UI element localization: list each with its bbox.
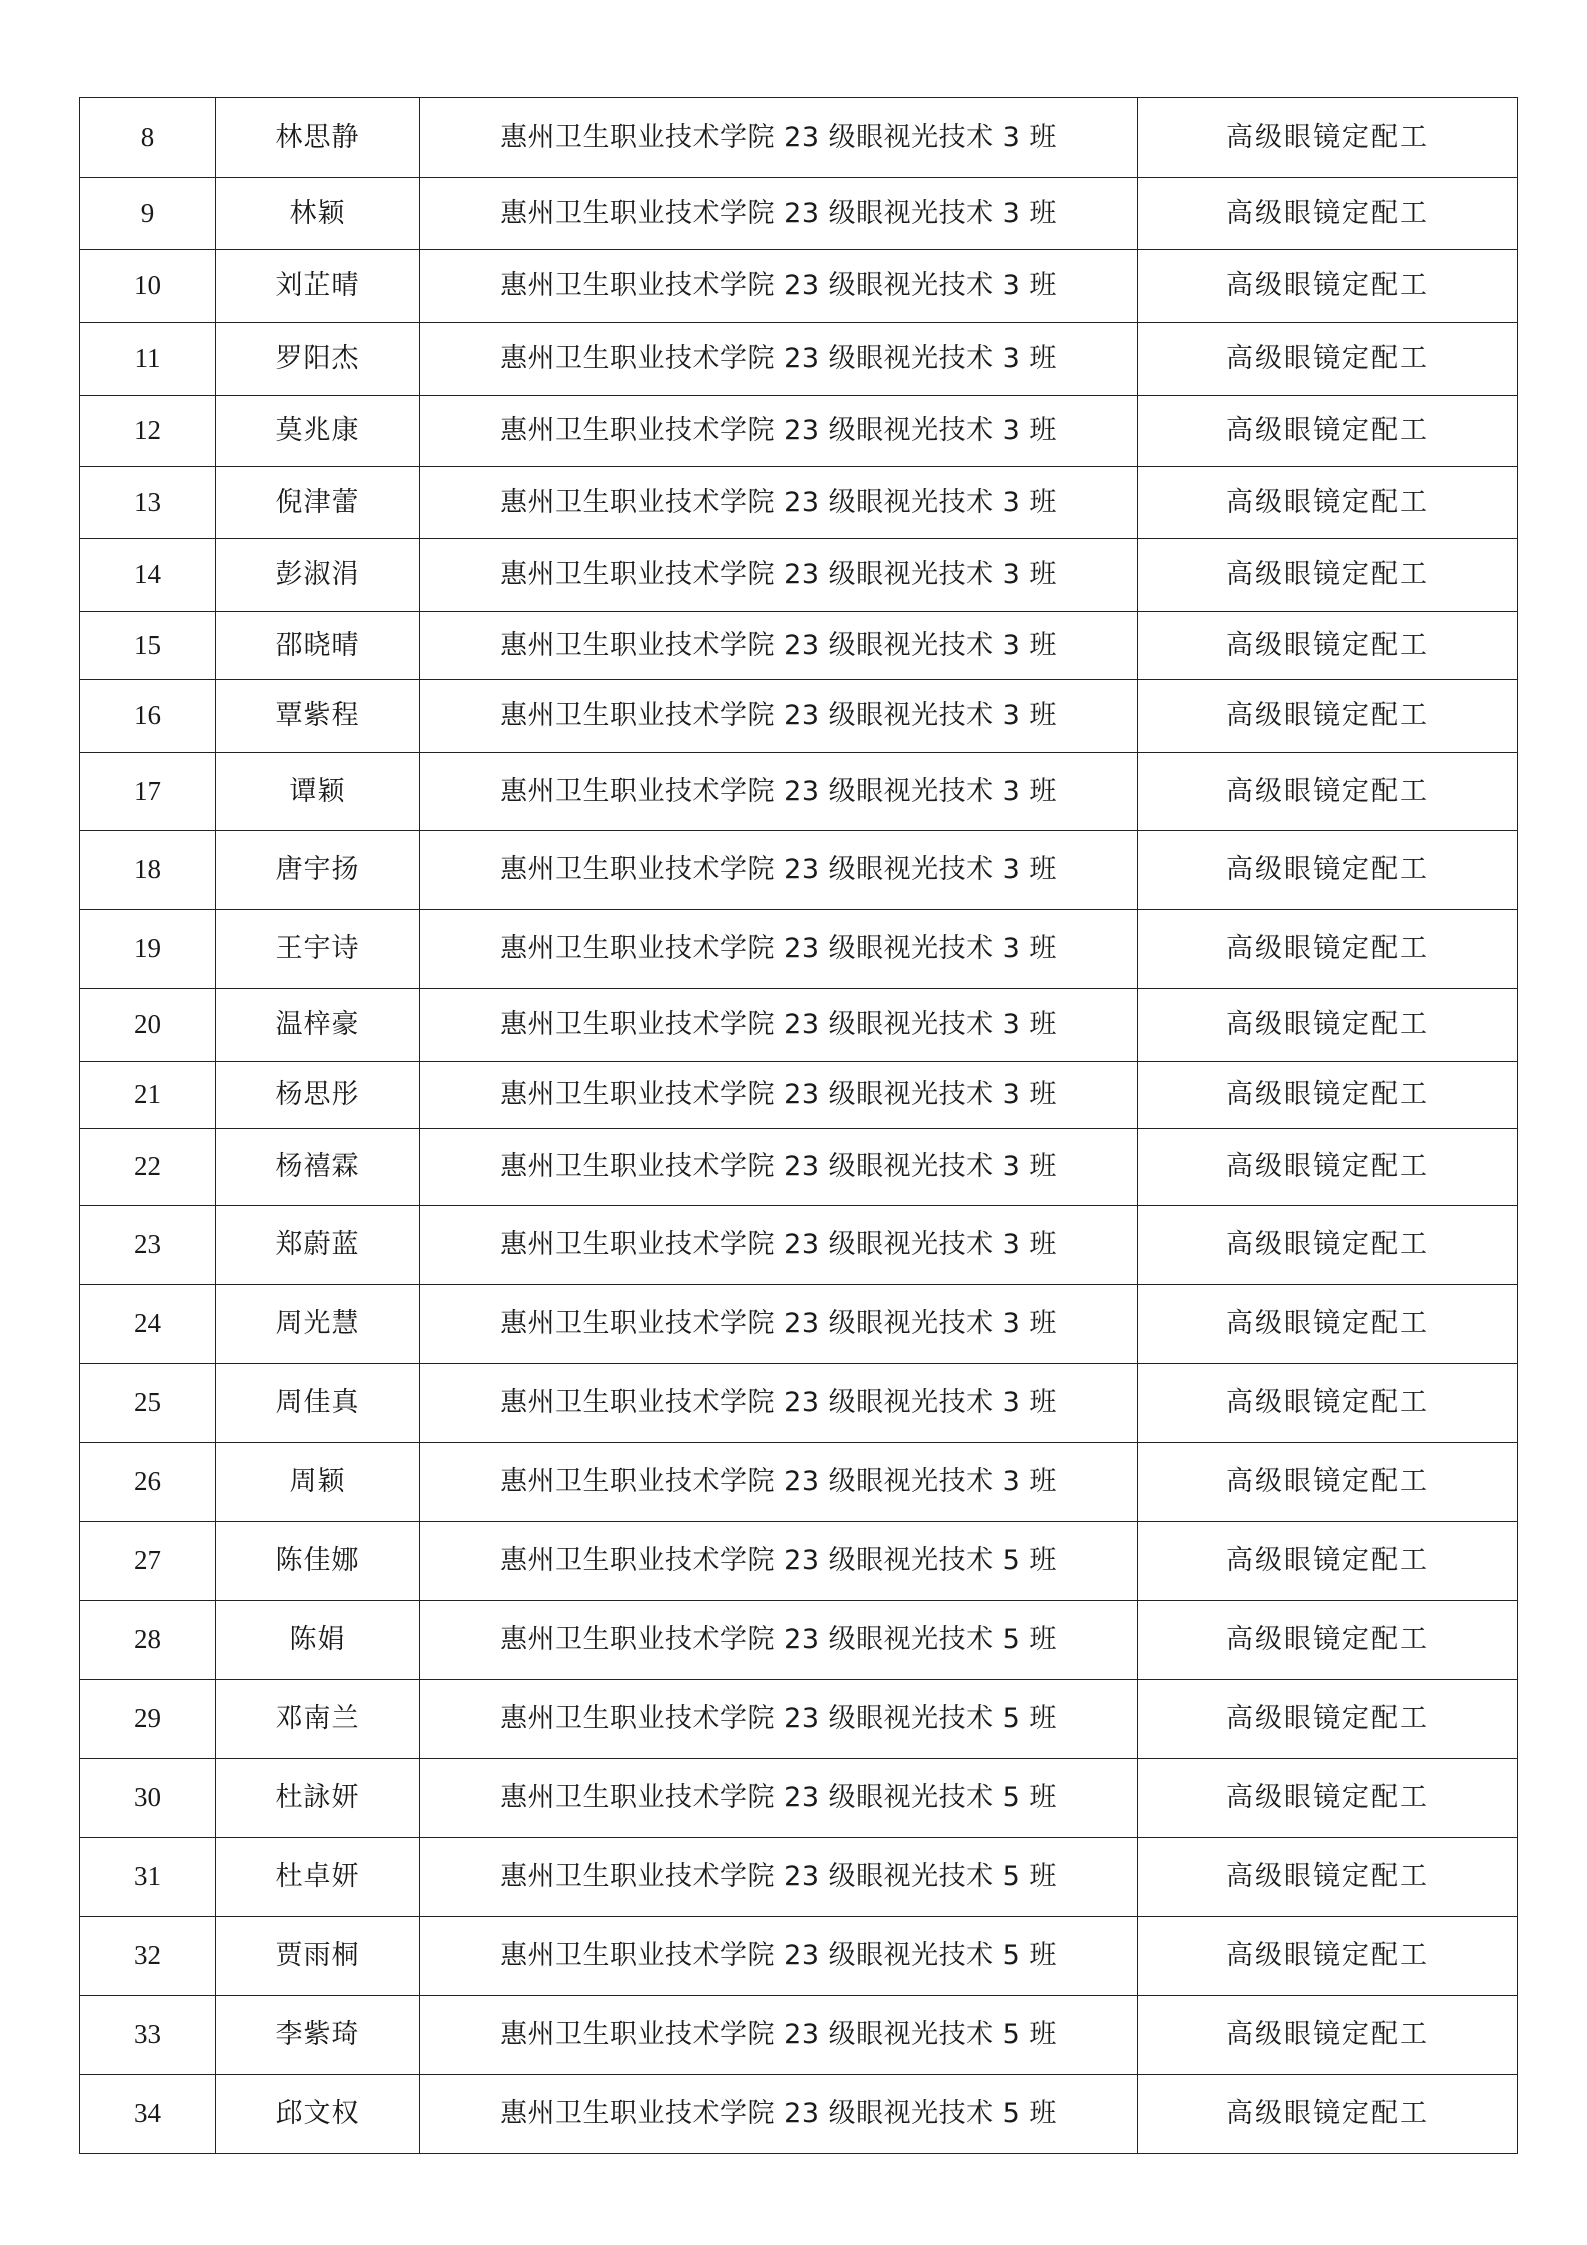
cell-school: 惠州卫生职业技术学院 23 级眼视光技术 3 班	[420, 680, 1138, 753]
cell-school: 惠州卫生职业技术学院 23 级眼视光技术 3 班	[420, 753, 1138, 831]
cell-level: 高级眼镜定配工	[1138, 1206, 1518, 1285]
cell-name: 杨思彤	[216, 1062, 420, 1129]
cell-name: 温梓豪	[216, 989, 420, 1062]
cell-level: 高级眼镜定配工	[1138, 1601, 1518, 1680]
cell-no: 27	[80, 1522, 216, 1601]
cell-name: 贾雨桐	[216, 1917, 420, 1996]
table-row	[80, 539, 1518, 612]
table-row	[80, 1838, 1518, 1917]
cell-name: 郑蔚蓝	[216, 1206, 420, 1285]
table-row	[80, 753, 1518, 831]
table-row	[80, 1759, 1518, 1838]
cell-name: 杜詠妍	[216, 1759, 420, 1838]
cell-school: 惠州卫生职业技术学院 23 级眼视光技术 3 班	[420, 1443, 1138, 1522]
cell-school: 惠州卫生职业技术学院 23 级眼视光技术 5 班	[420, 1917, 1138, 1996]
cell-level: 高级眼镜定配工	[1138, 1917, 1518, 1996]
cell-school: 惠州卫生职业技术学院 23 级眼视光技术 3 班	[420, 831, 1138, 910]
cell-no: 18	[80, 831, 216, 910]
table-row	[80, 250, 1518, 323]
table-row	[80, 396, 1518, 467]
cell-name: 覃紫程	[216, 680, 420, 753]
cell-no: 33	[80, 1996, 216, 2075]
table-row	[80, 1062, 1518, 1129]
cell-no: 32	[80, 1917, 216, 1996]
cell-school: 惠州卫生职业技术学院 23 级眼视光技术 3 班	[420, 1285, 1138, 1364]
cell-no: 22	[80, 1129, 216, 1206]
cell-level: 高级眼镜定配工	[1138, 178, 1518, 250]
cell-level: 高级眼镜定配工	[1138, 1062, 1518, 1129]
cell-level: 高级眼镜定配工	[1138, 1522, 1518, 1601]
cell-school: 惠州卫生职业技术学院 23 级眼视光技术 5 班	[420, 1680, 1138, 1759]
cell-level: 高级眼镜定配工	[1138, 1680, 1518, 1759]
cell-level: 高级眼镜定配工	[1138, 1838, 1518, 1917]
cell-name: 陈佳娜	[216, 1522, 420, 1601]
cell-school: 惠州卫生职业技术学院 23 级眼视光技术 3 班	[420, 1364, 1138, 1443]
cell-name: 周光慧	[216, 1285, 420, 1364]
cell-school: 惠州卫生职业技术学院 23 级眼视光技术 3 班	[420, 1206, 1138, 1285]
cell-name: 杜卓妍	[216, 1838, 420, 1917]
cell-level: 高级眼镜定配工	[1138, 612, 1518, 680]
table-row	[80, 680, 1518, 753]
cell-no: 19	[80, 910, 216, 989]
cell-no: 28	[80, 1601, 216, 1680]
cell-no: 34	[80, 2075, 216, 2154]
cell-school: 惠州卫生职业技术学院 23 级眼视光技术 3 班	[420, 989, 1138, 1062]
cell-level: 高级眼镜定配工	[1138, 1996, 1518, 2075]
table-row	[80, 1917, 1518, 1996]
cell-no: 20	[80, 989, 216, 1062]
table-row	[80, 1129, 1518, 1206]
cell-level: 高级眼镜定配工	[1138, 680, 1518, 753]
cell-level: 高级眼镜定配工	[1138, 753, 1518, 831]
cell-no: 24	[80, 1285, 216, 1364]
cell-name: 莫兆康	[216, 396, 420, 467]
cell-school: 惠州卫生职业技术学院 23 级眼视光技术 3 班	[420, 98, 1138, 178]
table-row	[80, 1443, 1518, 1522]
table-row	[80, 910, 1518, 989]
cell-level: 高级眼镜定配工	[1138, 539, 1518, 612]
cell-level: 高级眼镜定配工	[1138, 1129, 1518, 1206]
table-row	[80, 612, 1518, 680]
cell-no: 21	[80, 1062, 216, 1129]
table-row	[80, 831, 1518, 910]
table-row	[80, 1680, 1518, 1759]
cell-level: 高级眼镜定配工	[1138, 98, 1518, 178]
cell-school: 惠州卫生职业技术学院 23 级眼视光技术 3 班	[420, 250, 1138, 323]
table-row	[80, 1364, 1518, 1443]
cell-name: 王宇诗	[216, 910, 420, 989]
cell-no: 14	[80, 539, 216, 612]
cell-school: 惠州卫生职业技术学院 23 级眼视光技术 3 班	[420, 396, 1138, 467]
table-row	[80, 467, 1518, 539]
cell-school: 惠州卫生职业技术学院 23 级眼视光技术 5 班	[420, 1838, 1138, 1917]
cell-name: 倪津蕾	[216, 467, 420, 539]
table-row	[80, 323, 1518, 396]
cell-name: 杨禧霖	[216, 1129, 420, 1206]
cell-level: 高级眼镜定配工	[1138, 250, 1518, 323]
cell-no: 17	[80, 753, 216, 831]
cell-name: 唐宇扬	[216, 831, 420, 910]
table-row	[80, 98, 1518, 178]
cell-name: 林颖	[216, 178, 420, 250]
roster-table-body	[80, 98, 1518, 2154]
cell-school: 惠州卫生职业技术学院 23 级眼视光技术 5 班	[420, 1601, 1138, 1680]
table-row	[80, 1285, 1518, 1364]
cell-school: 惠州卫生职业技术学院 23 级眼视光技术 3 班	[420, 178, 1138, 250]
table-row	[80, 989, 1518, 1062]
cell-name: 陈娟	[216, 1601, 420, 1680]
cell-school: 惠州卫生职业技术学院 23 级眼视光技术 5 班	[420, 1522, 1138, 1601]
cell-name: 邵晓晴	[216, 612, 420, 680]
cell-level: 高级眼镜定配工	[1138, 396, 1518, 467]
cell-level: 高级眼镜定配工	[1138, 1759, 1518, 1838]
table-row	[80, 1996, 1518, 2075]
cell-level: 高级眼镜定配工	[1138, 1364, 1518, 1443]
cell-no: 12	[80, 396, 216, 467]
cell-school: 惠州卫生职业技术学院 23 级眼视光技术 3 班	[420, 1062, 1138, 1129]
cell-no: 15	[80, 612, 216, 680]
cell-no: 31	[80, 1838, 216, 1917]
cell-no: 23	[80, 1206, 216, 1285]
table-row	[80, 2075, 1518, 2154]
cell-level: 高级眼镜定配工	[1138, 831, 1518, 910]
cell-level: 高级眼镜定配工	[1138, 2075, 1518, 2154]
cell-school: 惠州卫生职业技术学院 23 级眼视光技术 5 班	[420, 2075, 1138, 2154]
cell-name: 罗阳杰	[216, 323, 420, 396]
cell-no: 25	[80, 1364, 216, 1443]
cell-name: 周颖	[216, 1443, 420, 1522]
cell-level: 高级眼镜定配工	[1138, 467, 1518, 539]
roster-table	[79, 97, 1518, 2154]
cell-name: 谭颖	[216, 753, 420, 831]
cell-no: 10	[80, 250, 216, 323]
cell-name: 彭淑涓	[216, 539, 420, 612]
cell-school: 惠州卫生职业技术学院 23 级眼视光技术 3 班	[420, 323, 1138, 396]
cell-school: 惠州卫生职业技术学院 23 级眼视光技术 3 班	[420, 539, 1138, 612]
table-row	[80, 1601, 1518, 1680]
cell-name: 刘芷晴	[216, 250, 420, 323]
cell-level: 高级眼镜定配工	[1138, 323, 1518, 396]
cell-name: 林思静	[216, 98, 420, 178]
cell-no: 9	[80, 178, 216, 250]
cell-level: 高级眼镜定配工	[1138, 1285, 1518, 1364]
cell-level: 高级眼镜定配工	[1138, 910, 1518, 989]
cell-level: 高级眼镜定配工	[1138, 989, 1518, 1062]
cell-no: 13	[80, 467, 216, 539]
cell-school: 惠州卫生职业技术学院 23 级眼视光技术 5 班	[420, 1759, 1138, 1838]
cell-no: 16	[80, 680, 216, 753]
cell-school: 惠州卫生职业技术学院 23 级眼视光技术 5 班	[420, 1996, 1138, 2075]
cell-name: 邓南兰	[216, 1680, 420, 1759]
table-row	[80, 1522, 1518, 1601]
cell-name: 邱文权	[216, 2075, 420, 2154]
cell-name: 李紫琦	[216, 1996, 420, 2075]
cell-school: 惠州卫生职业技术学院 23 级眼视光技术 3 班	[420, 1129, 1138, 1206]
table-row	[80, 1206, 1518, 1285]
cell-no: 29	[80, 1680, 216, 1759]
cell-school: 惠州卫生职业技术学院 23 级眼视光技术 3 班	[420, 910, 1138, 989]
table-row	[80, 178, 1518, 250]
cell-no: 26	[80, 1443, 216, 1522]
cell-level: 高级眼镜定配工	[1138, 1443, 1518, 1522]
cell-school: 惠州卫生职业技术学院 23 级眼视光技术 3 班	[420, 467, 1138, 539]
cell-no: 11	[80, 323, 216, 396]
cell-name: 周佳真	[216, 1364, 420, 1443]
cell-no: 30	[80, 1759, 216, 1838]
cell-no: 8	[80, 98, 216, 178]
cell-school: 惠州卫生职业技术学院 23 级眼视光技术 3 班	[420, 612, 1138, 680]
